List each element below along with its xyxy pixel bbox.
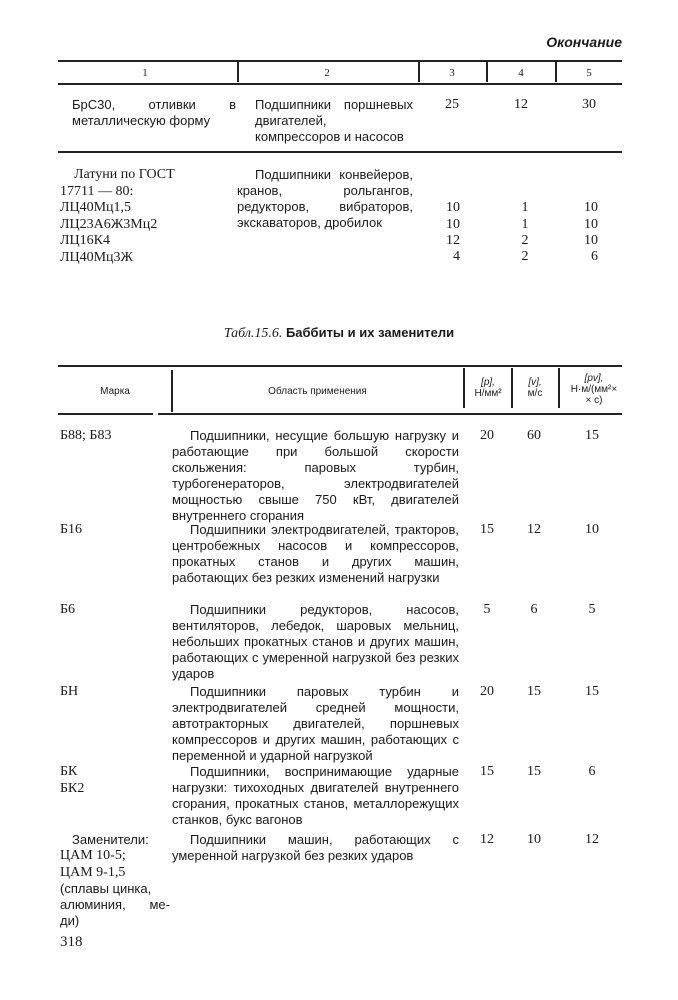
value-p: 12 [446, 233, 460, 248]
brand-line: ЦАМ 10-5; [60, 848, 126, 863]
material-line: ЛЦ16К4 [60, 233, 110, 248]
value-v: 60 [527, 428, 541, 443]
application-cell: Подшипники электродвигателей, тракторов, центробежных насосов и компрессоров, прокатных станов и других машин, работающих без резких изменений нагрузки [172, 522, 459, 585]
value-pv: 10 [584, 217, 598, 232]
material-line: ЛЦ40Мц1,5 [60, 200, 132, 215]
brand-line: ЦАМ 9-1,5 [60, 864, 126, 880]
header-v-unit: м/с [527, 388, 543, 399]
table-header-rule [58, 83, 622, 85]
header-v [512, 377, 558, 399]
material-line: ЛЦ23А6Ж3Мц2 [60, 216, 158, 232]
row-rule [58, 151, 622, 153]
column-divider [237, 62, 239, 82]
table-top-rule [58, 60, 622, 62]
value-v: 15 [527, 764, 541, 779]
page-number: 318 [60, 934, 83, 950]
value-p: 12 [480, 832, 494, 847]
column-divider [418, 60, 420, 82]
brand-cell: БН [60, 684, 79, 699]
value-v: 12 [514, 97, 528, 112]
continuation-label: Окончание [546, 34, 622, 50]
table-caption [0, 325, 678, 342]
header-v-symbol: [v], [528, 377, 542, 388]
header-pv-symbol: [pv], [584, 373, 604, 384]
value-v: 1 [521, 217, 529, 232]
brand-line: ди) [60, 913, 80, 928]
column-divider [171, 370, 173, 412]
material-line: ЛЦ40Мц3Ж [60, 249, 134, 265]
value-pv: 10 [585, 522, 599, 537]
value-v: 1 [521, 200, 529, 215]
brand-cell [60, 764, 84, 797]
application-cell: Подшипники машин, работающих с умеренной нагрузкой без резких ударов [172, 832, 459, 863]
material-cell: БрС30, отливки в металлическую форму [72, 97, 236, 128]
column-number-5: 5 [586, 67, 592, 79]
application-cell: Подшипники паровых турбин и электродвигателей средней мощности, автотракторных двигателей, поршневых компрессоров и других машин, работающих с переменной и ударной нагрузкой [172, 684, 459, 763]
header-p-unit: Н/мм² [474, 388, 502, 399]
value-v: 15 [527, 684, 541, 699]
value-pv: 12 [585, 832, 599, 847]
value-p: 25 [445, 97, 459, 112]
brand-cell: Б6 [60, 602, 76, 617]
value-p: 15 [480, 522, 494, 537]
caption-title: Баббиты и их заменители [285, 325, 455, 340]
value-p: 10 [446, 217, 460, 232]
header-p-symbol: [p], [481, 377, 495, 388]
value-p: 4 [453, 249, 460, 264]
table-header-rule [158, 413, 622, 415]
application-cell: Подшипники конвейеров, кранов, рольгангов, редукторов, вибраторов, экскаваторов, дробилок [237, 167, 413, 230]
column-number-1: 1 [142, 67, 148, 79]
header-application: Область применения [268, 386, 367, 397]
brand-line: алюминия, ме- [60, 897, 170, 912]
column-divider [486, 60, 488, 82]
header-pv [559, 373, 629, 406]
brand-cell: Б16 [60, 522, 83, 537]
value-p: 10 [446, 200, 460, 215]
application-cell: Подшипники, несущие большую нагрузку и работающие при большой скорости скольжения: паровых турбин, турбогенераторов, электродвигателей мощностью свыше 750 кВт, двигателей внутреннего сгорания [172, 428, 459, 523]
value-p: 20 [480, 428, 494, 443]
value-pv: 15 [585, 428, 599, 443]
value-pv: 15 [585, 684, 599, 699]
header-brand: Марка [100, 386, 130, 397]
material-line: 17711 — 80: [60, 183, 134, 199]
application-cell: Подшипники редукторов, насосов, вентиляторов, лебедок, шаровых мельниц, небольших прокатных станов и других машин, работающих с умеренной нагрузкой без резких ударов [172, 602, 459, 681]
value-v: 12 [527, 522, 541, 537]
header-p [464, 377, 512, 399]
value-pv: 10 [584, 200, 598, 215]
column-divider [555, 60, 557, 82]
value-p: 20 [480, 684, 494, 699]
caption-number: Табл.15.6. [223, 326, 283, 341]
application-cell: Подшипники поршневых двигателей, компрессоров и насосов [255, 97, 413, 144]
brand-line: БК [60, 764, 78, 779]
value-pv: 6 [588, 764, 596, 779]
value-p: 5 [483, 602, 491, 617]
header-pv-unit-1: Н·м/(мм²× [570, 384, 618, 395]
value-p: 15 [480, 764, 494, 779]
column-number-2: 2 [324, 67, 330, 79]
value-v: 2 [521, 249, 529, 264]
value-v: 2 [521, 233, 529, 248]
value-v: 10 [527, 832, 541, 847]
material-line: Латуни по ГОСТ [74, 167, 175, 182]
value-pv: 5 [588, 602, 596, 617]
brand-cell [60, 832, 170, 929]
brand-line: (сплавы цинка, [60, 881, 152, 896]
column-number-3: 3 [449, 67, 455, 79]
column-number-4: 4 [518, 67, 524, 79]
value-pv: 10 [584, 233, 598, 248]
value-v: 6 [530, 602, 538, 617]
brand-cell: Б88; Б83 [60, 428, 112, 443]
value-pv: 30 [582, 97, 596, 112]
material-cell [60, 167, 230, 266]
table-header-rule [58, 413, 153, 415]
brand-line: БК2 [60, 780, 85, 796]
application-cell: Подшипники, воспринимающие ударные нагрузки: тихоходных двигателей внутреннего сгорания, прокатных станов, металлорежущих станков, букс вагонов [172, 764, 459, 827]
brand-line: Заменители: [72, 832, 149, 847]
table-top-rule [58, 365, 622, 367]
value-pv: 6 [591, 249, 598, 264]
header-pv-unit-2: × с) [585, 395, 603, 406]
